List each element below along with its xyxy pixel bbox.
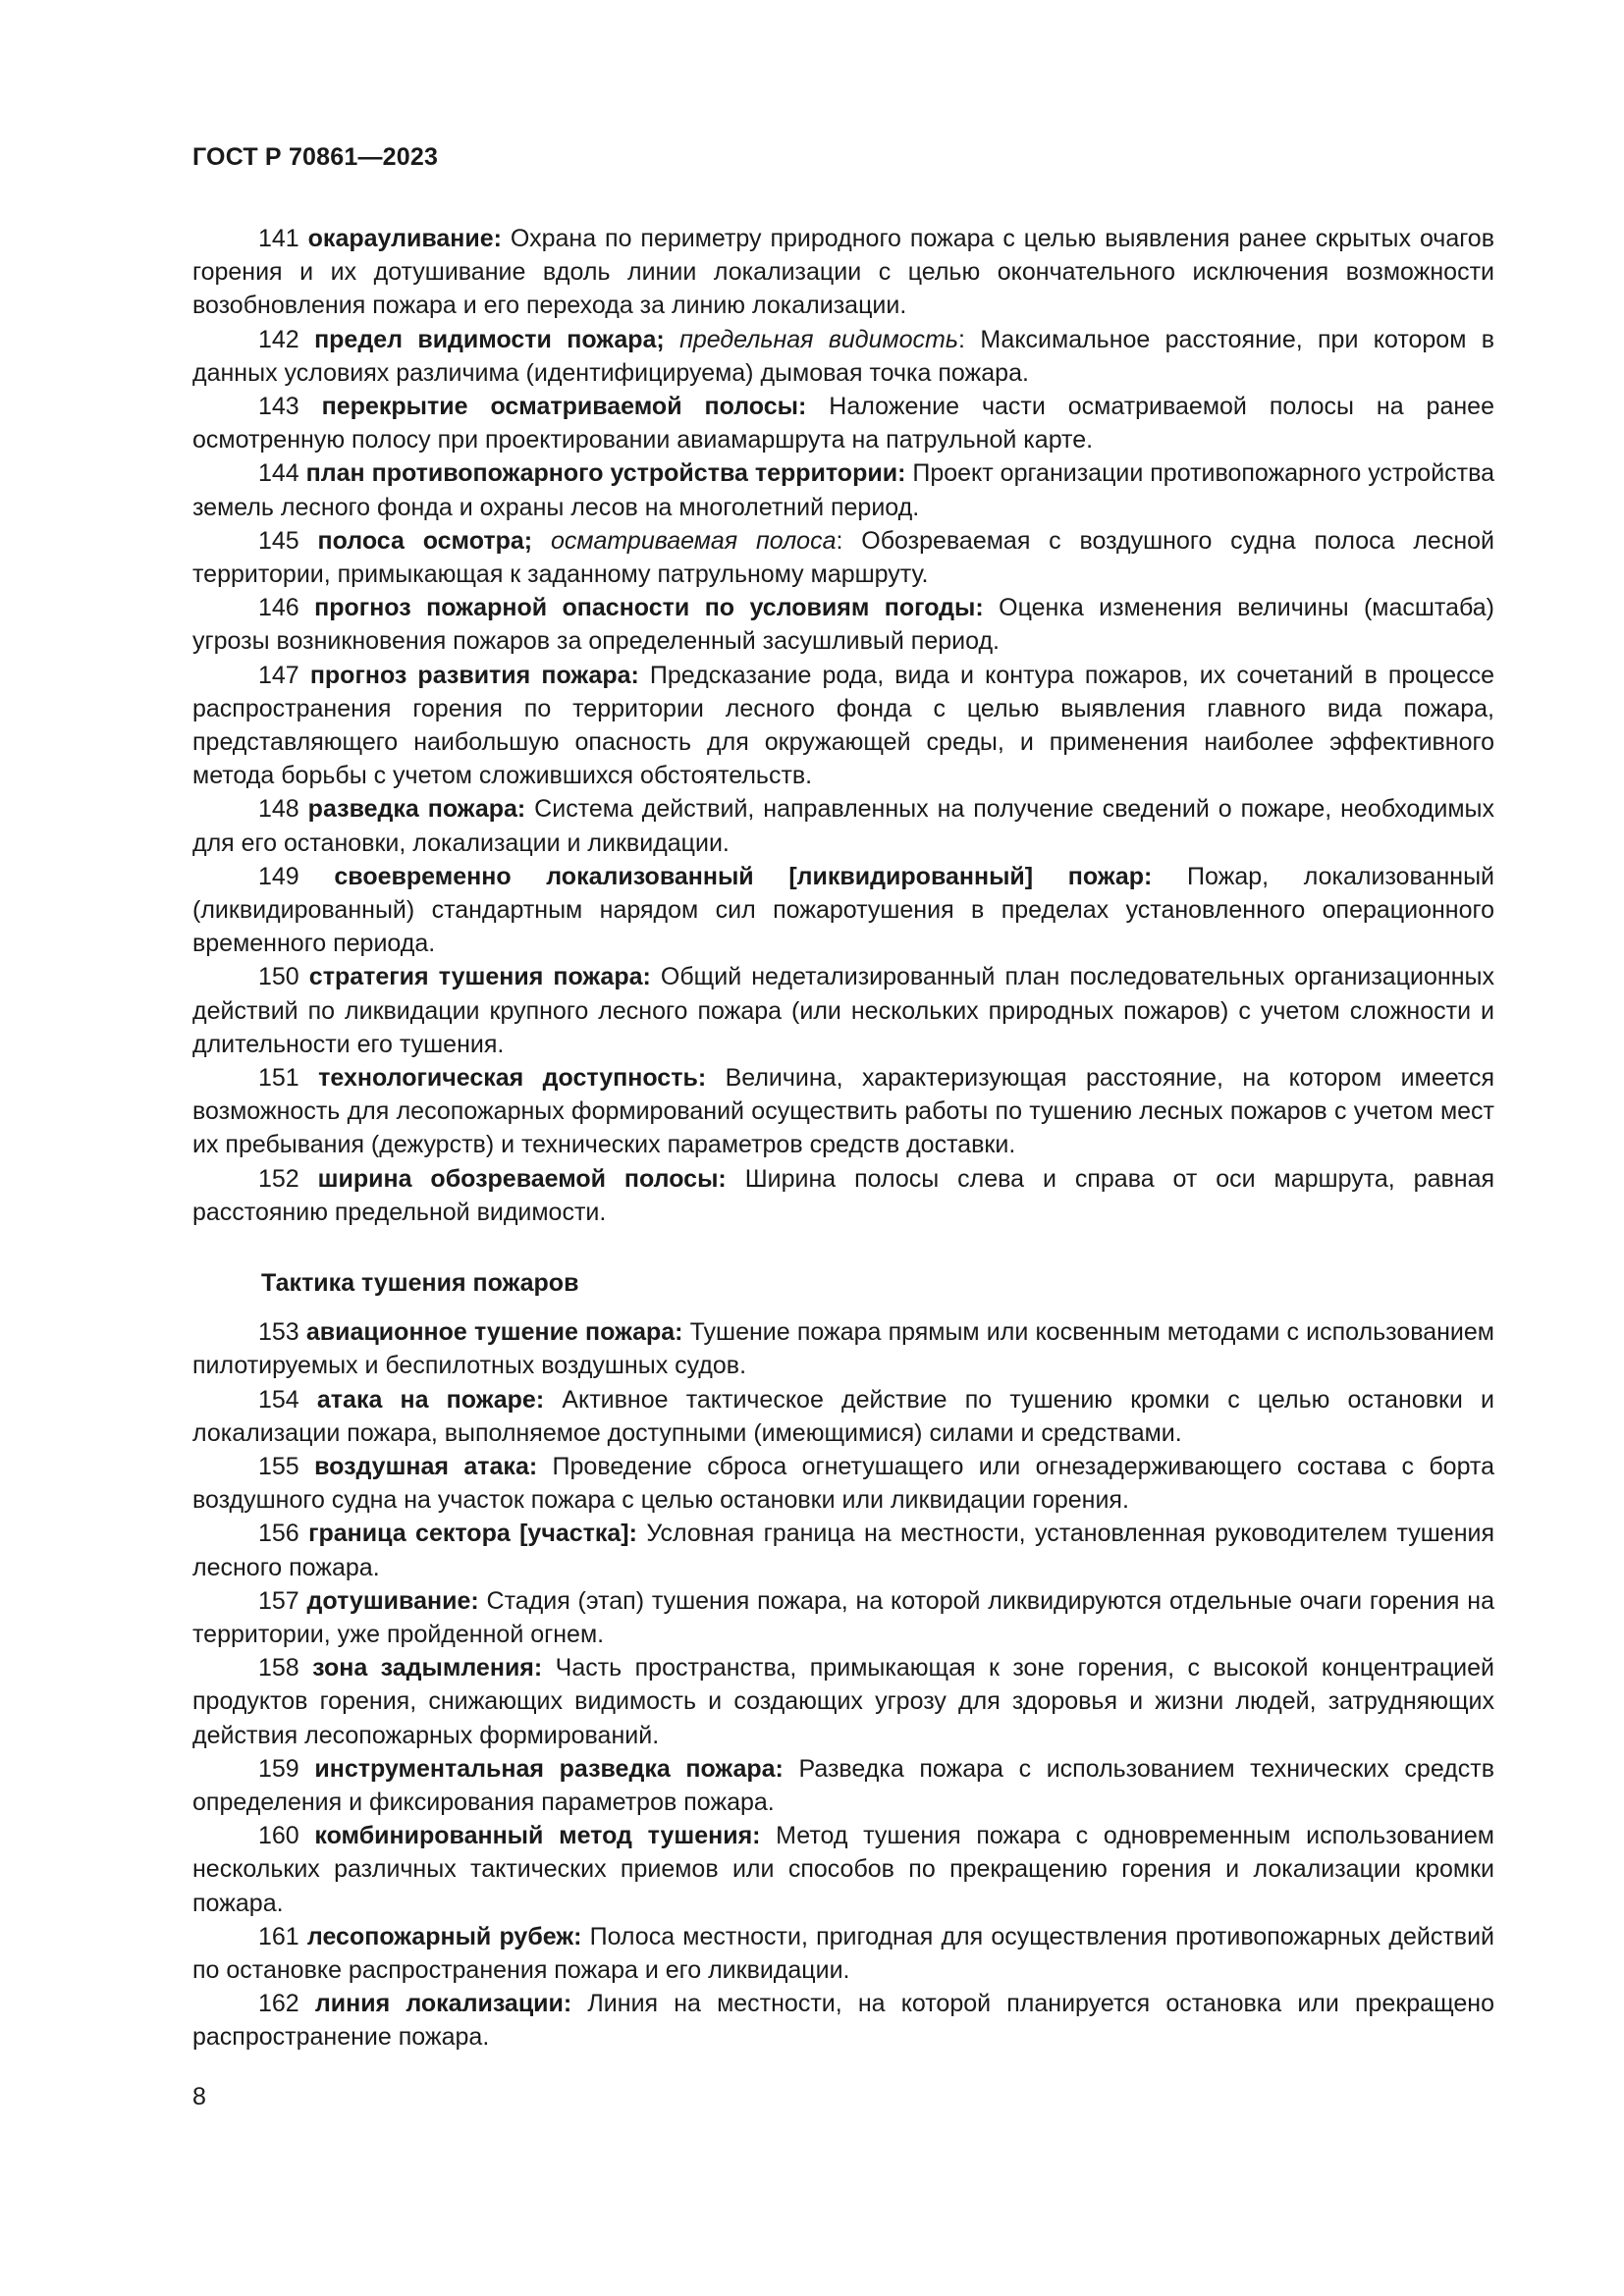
entry-definition: Разведка пожара с использованием технических средств определения и фиксирования параметров пожара. xyxy=(192,1754,1494,1816)
entry-term: технологическая доступность: xyxy=(318,1064,707,1093)
entry-number: 158 xyxy=(258,1654,299,1682)
definition-entry xyxy=(192,960,1494,1061)
entry-synonym: предельная видимость xyxy=(664,325,959,353)
definition-entry xyxy=(192,1383,1494,1450)
entry-term: своевременно локализованный [ликвидированный] пожар: xyxy=(334,862,1153,890)
entry-number: 142 xyxy=(258,325,299,353)
entry-term: лесопожарный рубеж: xyxy=(306,1922,582,1950)
entry-number: 152 xyxy=(258,1164,299,1193)
entry-number: 144 xyxy=(258,459,299,488)
entry-number: 157 xyxy=(258,1586,299,1615)
entry-term: линия локализации: xyxy=(314,1990,572,2018)
entry-synonym: осматриваемая полоса xyxy=(532,526,837,555)
entry-number: 143 xyxy=(258,393,299,421)
entry-definition: Часть пространства, примыкающая к зоне горения, с высокой концентрацией продуктов горения, снижающих видимость и создающих угрозу для здоровья и жизни людей, затрудняющих действия лесопожарных формирований. xyxy=(192,1654,1494,1749)
entry-term: разведка пожара: xyxy=(307,795,526,824)
definition-entry xyxy=(192,1752,1494,1819)
definition-entry xyxy=(192,1162,1494,1229)
definitions-list-a xyxy=(192,222,1494,1229)
entry-term: перекрытие осматриваемой полосы: xyxy=(321,393,807,421)
entry-term: прогноз пожарной опасности по условиям погоды: xyxy=(314,594,984,622)
entry-definition: Система действий, направленных на получение сведений о пожаре, необходимых для его остановки, локализации и ликвидации. xyxy=(192,795,1494,857)
page-number: 8 xyxy=(192,2083,206,2110)
entry-term: предел видимости пожара; xyxy=(314,325,665,353)
entry-number: 150 xyxy=(258,963,299,991)
entry-term: воздушная атака: xyxy=(314,1452,538,1480)
definition-entry xyxy=(192,456,1494,523)
definition-entry xyxy=(192,1920,1494,1987)
entry-term: авиационное тушение пожара: xyxy=(305,1318,683,1347)
entry-number: 159 xyxy=(258,1754,299,1783)
definition-entry xyxy=(192,222,1494,323)
definition-entry xyxy=(192,792,1494,859)
definition-entry xyxy=(192,860,1494,961)
definition-entry xyxy=(192,1315,1494,1382)
definition-entry xyxy=(192,1061,1494,1162)
definition-entry xyxy=(192,390,1494,456)
entry-definition: Величина, характеризующая расстояние, на котором имеется возможность для лесопожарных формирований осуществить работы по тушению лесных пожаров с учетом мест их пребывания (дежурств) и технических параметров средств доставки. xyxy=(192,1064,1495,1159)
entry-number: 154 xyxy=(258,1385,299,1414)
definition-entry xyxy=(192,1651,1494,1752)
entry-term: комбинированный метод тушения: xyxy=(314,1822,761,1850)
definition-entry xyxy=(192,1517,1494,1583)
entry-number: 146 xyxy=(258,594,299,622)
definitions-list-b xyxy=(192,1315,1494,2054)
entry-definition: Максимальное расстояние, при котором в данных условиях различима (идентифицируема) дымовая точка пожара. xyxy=(192,325,1495,387)
entry-term: граница сектора [участка]: xyxy=(308,1520,637,1548)
entry-definition: Проведение сброса огнетушащего или огнезадерживающего состава с борта воздушного судна на участок пожара с целью остановки или ликвидации горения. xyxy=(192,1452,1494,1515)
standard-header: ГОСТ Р 70861—2023 xyxy=(192,143,439,171)
definition-entry: 145 полоса осмотра; осматриваемая полоса: Обозреваемая с воздушного судна полоса лесной территории, примыкающая к заданному патрульному маршруту. xyxy=(192,526,1494,589)
entry-definition: Пожар, локализованный (ликвидированный) стандартным нарядом сил пожаротушения в пределах установленного операционного временного периода. xyxy=(192,862,1494,958)
entry-definition: Линия на местности, на которой планируется остановка или прекращено распространение пожара. xyxy=(192,1990,1494,2052)
entry-definition: Наложение части осматриваемой полосы на ранее осмотренную полосу при проектировании авиамаршрута на патрульной карте. xyxy=(192,393,1494,454)
definition-entry xyxy=(192,1584,1494,1651)
entry-term: прогноз развития пожара: xyxy=(309,661,639,689)
entry-number: 147 xyxy=(258,661,299,689)
entry-definition: Стадия (этап) тушения пожара, на которой ликвидируются отдельные очаги горения на территории, уже пройденной огнем. xyxy=(192,1586,1494,1648)
entry-number: 161 xyxy=(258,1922,299,1950)
entry-term: стратегия тушения пожара: xyxy=(308,963,651,991)
entry-number: 145 xyxy=(258,526,299,555)
entry-number: 162 xyxy=(258,1990,299,2018)
entry-definition: Общий недетализированный план последовательных организационных действий по ликвидации крупного лесного пожара (или нескольких природных пожаров) с учетом сложности и длительности его тушения. xyxy=(192,963,1494,1058)
entry-definition: Ширина полосы слева и справа от оси маршрута, равная расстоянию предельной видимости. xyxy=(192,1164,1495,1226)
entry-number: 149 xyxy=(258,862,299,890)
entry-term: атака на пожаре: xyxy=(316,1385,545,1414)
entry-definition: Предсказание рода, вида и контура пожаров, их сочетаний в процессе распространения горения по территории лесного фонда с целью выявления главного вида пожара, представляющего наибольшую опасность для окружающей среды, и применения наиболее эффективного метода борьбы с учетом сложившихся обстоятельств. xyxy=(192,661,1495,790)
entry-term: окарауливание: xyxy=(307,225,502,252)
definition-entry xyxy=(192,591,1494,658)
entry-number: 148 xyxy=(258,795,299,824)
entry-term: дотушивание: xyxy=(306,1586,479,1615)
entry-number: 141 xyxy=(258,225,299,252)
entry-definition: Полоса местности, пригодная для осуществления противопожарных действий по остановке распространения пожара и его ликвидации. xyxy=(192,1922,1494,1984)
entry-term: инструментальная разведка пожара: xyxy=(314,1754,784,1783)
entry-definition: Тушение пожара прямым или косвенным методами с использованием пилотируемых и беспилотных воздушных судов. xyxy=(192,1318,1494,1380)
entry-term: план противопожарного устройства территории: xyxy=(305,459,906,488)
definition-entry xyxy=(192,1987,1494,2054)
definition-entry: 142 предел видимости пожара; предельная видимость: Максимальное расстояние, при котором в данных условиях различима (идентифицируема) дымовая точка пожара. xyxy=(192,325,1495,387)
text-column xyxy=(192,222,1494,2055)
entry-term: ширина обозреваемой полосы: xyxy=(317,1164,727,1193)
entry-term: полоса осмотра; xyxy=(317,526,533,555)
entry-number: 160 xyxy=(258,1822,299,1850)
entry-number: 156 xyxy=(258,1520,299,1548)
definition-entry xyxy=(192,1819,1494,1920)
entry-definition: Проект организации противопожарного устройства земель лесного фонда и охраны лесов на многолетний период. xyxy=(192,459,1495,521)
entry-number: 151 xyxy=(258,1064,299,1093)
entry-definition: Обозреваемая с воздушного судна полоса лесной территории, примыкающая к заданному патрульному маршруту. xyxy=(192,526,1494,589)
entry-number: 153 xyxy=(258,1318,299,1347)
entry-number: 155 xyxy=(258,1452,299,1480)
entry-definition: Оценка изменения величины (масштаба) угрозы возникновения пожаров за определенный засушливый период. xyxy=(192,594,1494,656)
definition-entry xyxy=(192,1450,1494,1517)
definition-entry xyxy=(192,659,1494,793)
entry-definition: Активное тактическое действие по тушению кромки с целью остановки и локализации пожара, выполняемое доступными (имеющимися) силами и средствами. xyxy=(192,1385,1494,1447)
entry-definition: Условная граница на местности, установленная руководителем тушения лесного пожара. xyxy=(192,1520,1495,1581)
entry-definition: Охрана по периметру природного пожара с целью выявления ранее скрытых очагов горения и их дотушивание вдоль линии локализации с целью окончательного исключения возможности возобновления пожара и его перехода за линию локализации. xyxy=(192,225,1494,320)
entry-term: зона задымления: xyxy=(312,1654,543,1682)
entry-definition: Метод тушения пожара с одновременным использованием нескольких различных тактических приемов или способов по прекращению горения и локализации кромки пожара. xyxy=(192,1822,1494,1917)
section-title: Тактика тушения пожаров xyxy=(261,1269,579,1298)
